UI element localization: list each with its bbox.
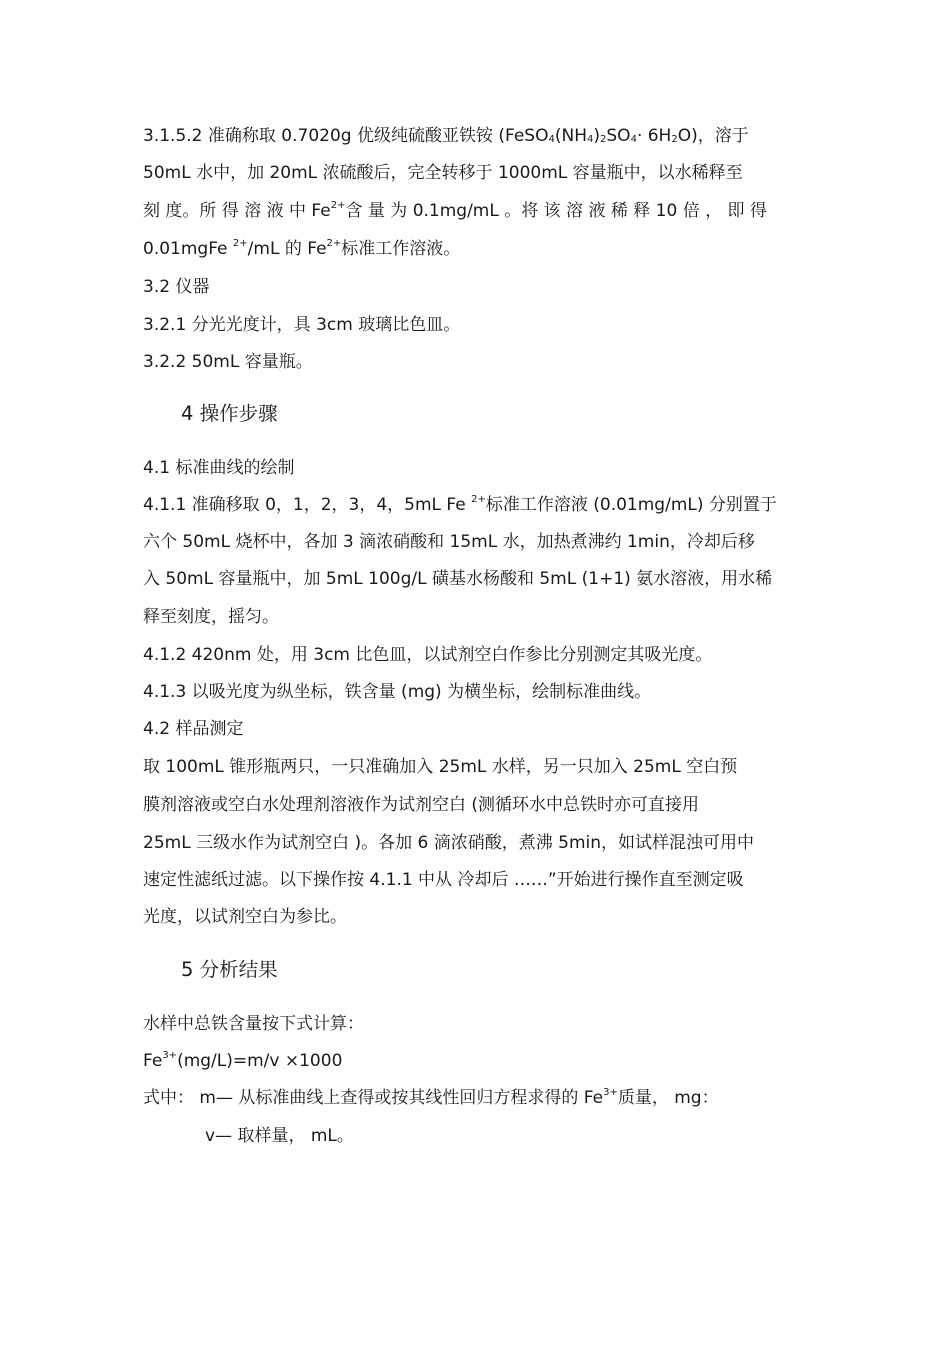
heading-5: 5 分析结果 <box>181 958 278 981</box>
para-4-2-line-4: 速定性滤纸过滤。以下操作按 4.1.1 中从 冷却后 ……”开始进行操作直至测定吸 <box>143 870 744 890</box>
heading-4: 4 操作步骤 <box>181 402 278 425</box>
para-3-1-5-2-line-1: 3.1.5.2 准确称取 0.7020g 优级纯硫酸亚铁铵 $(FeSO_4(NH_4)_2SO_4\cdot 6H_2O)$，溶于 <box>143 126 749 146</box>
item-3-2-1: 3.2.1 分光光度计，具 3cm 玻璃比色皿。 <box>143 315 461 335</box>
formula-where-m: 式中： m— 从标准曲线上查得或按其线性回归方程求得的 $Fe^{3+}$质量， mg： <box>143 1087 719 1108</box>
para-3-1-5-2-line-3: 刻 度。所 得 溶 液 中 $Fe^{2+}$含 量 为 0.1mg/mL 。将 该 溶 液 稀 释 10 倍 ， 即 得 <box>143 200 767 221</box>
section-3-2-title: 3.2 仪器 <box>143 277 210 297</box>
para-3-1-5-2-line-2: 50mL 水中，加 20mL 浓硫酸后，完全转移于 1000mL 容量瓶中，以水稀释至 <box>143 163 743 183</box>
para-4-2-line-2: 膜剂溶液或空白水处理剂溶液作为试剂空白 (测循环水中总铁时亦可直接用 <box>143 795 700 815</box>
section-4-1-title: 4.1 标准曲线的绘制 <box>143 458 295 478</box>
para-3-1-5-2-line-4: 0.01mgFe $^{2+}$/mL 的 $Fe^{2+}$标准工作溶液。 <box>143 238 461 259</box>
para-4-2-line-3: 25mL 三级水作为试剂空白 )。各加 6 滴浓硝酸，煮沸 5min，如试样混浊可用中 <box>143 833 755 853</box>
item-4-1-2: 4.1.2 420nm 处，用 3cm 比色皿，以试剂空白作参比分别测定其吸光度。 <box>143 645 713 665</box>
para-4-1-1-line-2: 六个 50mL 烧杯中，各加 3 滴浓硝酸和 15mL 水，加热煮沸约 1min，冷却后移 <box>143 532 755 552</box>
para-4-1-1-line-1: 4.1.1 准确移取 0，1，2，3，4，5mL Fe $^{2+}$标准工作溶液 (0.01mg/mL) 分别置于 <box>143 494 777 515</box>
formula-where-v: v— 取样量， mL。 <box>205 1126 354 1146</box>
item-3-2-2: 3.2.2 50mL 容量瓶。 <box>143 352 313 372</box>
para-4-1-1-line-3: 入 50mL 容量瓶中，加 5mL 100g/L 磺基水杨酸和 5mL (1+1) 氨水溶液，用水稀 <box>143 569 773 589</box>
result-formula: $Fe^{3+}(mg/L)=m/v \times 1000$ <box>143 1050 343 1071</box>
para-4-1-1-line-4: 释至刻度，摇匀。 <box>143 607 279 627</box>
section-4-2-title: 4.2 样品测定 <box>143 719 244 739</box>
para-4-2-line-5: 光度，以试剂空白为参比。 <box>143 907 347 927</box>
para-4-2-line-1: 取 100mL 锥形瓶两只，一只准确加入 25mL 水样，另一只加入 25mL 空白预 <box>143 757 738 777</box>
result-intro: 水样中总铁含量按下式计算： <box>143 1014 364 1034</box>
item-4-1-3: 4.1.3 以吸光度为纵坐标，铁含量 (mg) 为横坐标，绘制标准曲线。 <box>143 682 652 702</box>
